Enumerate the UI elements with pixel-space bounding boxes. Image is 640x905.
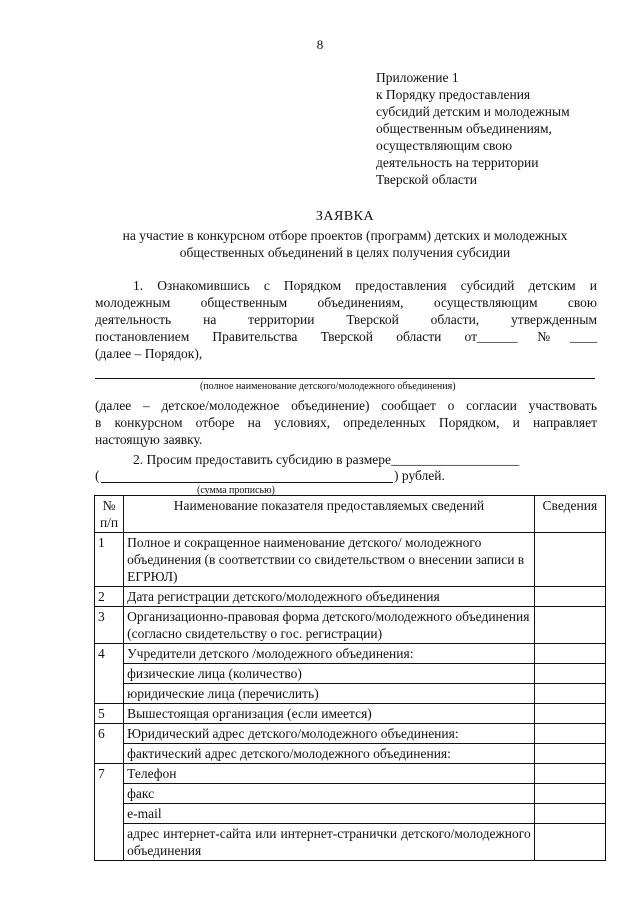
- row-value-cell[interactable]: [534, 644, 605, 664]
- row-value-cell[interactable]: [534, 804, 605, 824]
- table-row: [95, 804, 606, 824]
- section-1-after-line: в конкурсном отборе на условиях, определенных Порядком, и направляет: [95, 415, 597, 430]
- row-num: 5: [95, 704, 124, 724]
- organization-name-field[interactable]: [95, 378, 595, 379]
- header-num: № п/п: [95, 496, 124, 533]
- subtitle-line: общественных объединений в целях получения субсидии: [179, 245, 511, 260]
- document-title: ЗАЯВКА: [315, 209, 375, 224]
- row-value-cell[interactable]: [534, 607, 605, 644]
- section-2-line: 2. Просим предоставить субсидию в размере___________________: [133, 452, 520, 467]
- table-row: [95, 744, 606, 764]
- table-row: [95, 824, 606, 861]
- row-value-cell[interactable]: [534, 684, 605, 704]
- row-num: 3: [95, 607, 124, 644]
- row-name: физические лица (количество): [124, 664, 535, 684]
- appendix-line: общественным объединениям,: [376, 121, 552, 136]
- appendix-block: [376, 69, 616, 188]
- header-name: Наименование показателя предоставляемых сведений: [124, 496, 535, 533]
- section-2-paragraph: [95, 451, 597, 468]
- row-name: фактический адрес детского/молодежного объединения:: [124, 744, 535, 764]
- appendix-line: субсидий детским и молодежным: [376, 104, 570, 119]
- row-value-cell[interactable]: [534, 764, 605, 784]
- appendix-line: к Порядку предоставления: [376, 87, 531, 102]
- section-1-line: (далее – Порядок),: [95, 346, 203, 361]
- row-name: Юридический адрес детского/молодежного объединения:: [124, 724, 535, 744]
- table-row: [95, 664, 606, 684]
- organization-name-caption: (полное наименование детского/молодежного объединения): [200, 381, 456, 392]
- page-number: 8: [316, 37, 324, 52]
- row-value-cell[interactable]: [534, 704, 605, 724]
- table-row: [95, 784, 606, 804]
- row-num: 7: [95, 764, 124, 861]
- row-name: Дата регистрации детского/молодежного объединения: [124, 587, 535, 607]
- row-value-cell[interactable]: [534, 533, 605, 587]
- amount-in-words-field[interactable]: [101, 482, 393, 483]
- row-value-cell[interactable]: [534, 824, 605, 861]
- section-1-line: постановлением Правительства Тверской области от______№____: [95, 329, 597, 344]
- table-row: [95, 764, 606, 784]
- row-value-cell[interactable]: [534, 724, 605, 744]
- section-1-after-line: (далее – детское/молодежное объединение) сообщает о согласии участвовать: [95, 398, 597, 413]
- appendix-line: осуществляющим свою: [376, 138, 513, 153]
- header-value: Сведения: [534, 496, 605, 533]
- subtitle-line: на участие в конкурсном отборе проектов (программ) детских и молодежных: [122, 228, 568, 243]
- section-1-line: молодежным общественным объединениям, осуществляющим свою: [95, 295, 597, 310]
- row-name: Организационно-правовая форма детского/молодежного объединения (согласно свидетельству о гос. регистрации): [124, 607, 535, 644]
- row-name: Учредители детского /молодежного объединения:: [124, 644, 535, 664]
- section-1-continuation: [95, 397, 597, 448]
- row-name: адрес интернет-сайта или интернет-странички детского/молодежного объединения: [124, 824, 535, 861]
- row-name: факс: [124, 784, 535, 804]
- row-name: Вышестоящая организация (если имеется): [124, 704, 535, 724]
- amount-rubles-label: ) рублей.: [394, 468, 445, 483]
- document-subtitle: [95, 227, 595, 261]
- row-value-cell[interactable]: [534, 664, 605, 684]
- row-value-cell[interactable]: [534, 744, 605, 764]
- row-name: e-mail: [124, 804, 535, 824]
- table-row: [95, 704, 606, 724]
- table-row: [95, 607, 606, 644]
- table-row: [95, 587, 606, 607]
- row-name: юридические лица (перечислить): [124, 684, 535, 704]
- section-1-after-line: настоящую заявку.: [95, 432, 203, 447]
- row-num: 4: [95, 644, 124, 704]
- row-num: 6: [95, 724, 124, 764]
- table-row: [95, 533, 606, 587]
- row-value-cell[interactable]: [534, 587, 605, 607]
- section-1-line: 1. Ознакомившись с Порядком предоставления субсидий детским и: [133, 278, 597, 293]
- appendix-line: деятельность на территории: [376, 155, 539, 170]
- row-value-cell[interactable]: [534, 784, 605, 804]
- row-name: Полное и сокращенное наименование детского/ молодежного объединения (в соответствии со свидетельством о внесении записи в ЕГРЮЛ): [124, 533, 535, 587]
- row-num: 1: [95, 533, 124, 587]
- table-row: [95, 724, 606, 744]
- info-table: [94, 495, 606, 861]
- amount-open-paren: (: [95, 468, 100, 483]
- appendix-line: Тверской области: [376, 172, 477, 187]
- amount-caption: (сумма прописью): [197, 485, 275, 496]
- table-row: [95, 644, 606, 664]
- section-1-line: деятельность на территории Тверской области, утвержденным: [95, 312, 597, 327]
- row-num: 2: [95, 587, 124, 607]
- row-name: Телефон: [124, 764, 535, 784]
- appendix-line: Приложение 1: [376, 70, 459, 85]
- section-1-paragraph: [95, 277, 597, 362]
- table-header-row: [95, 496, 606, 533]
- table-row: [95, 684, 606, 704]
